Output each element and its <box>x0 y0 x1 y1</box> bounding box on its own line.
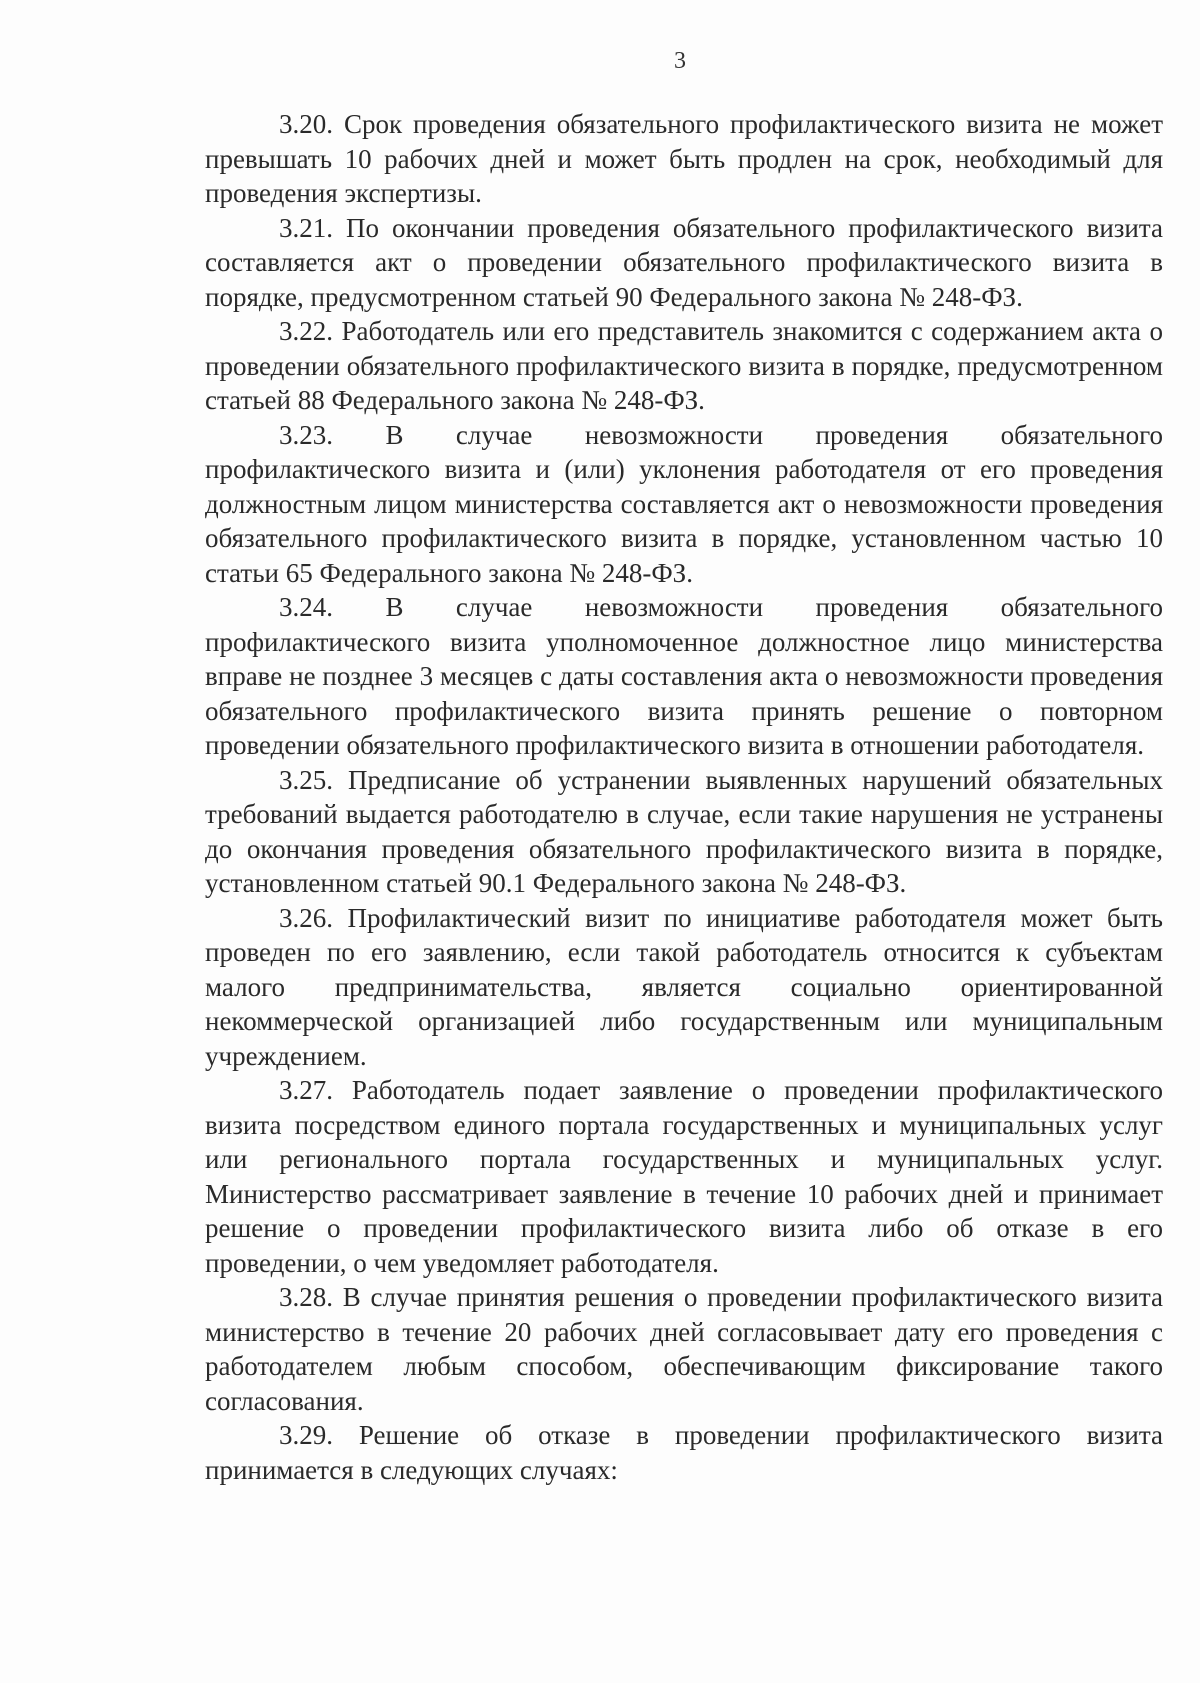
paragraph-3-29: 3.29. Решение об отказе в проведении профилактического визита принимается в следующих случаях: <box>205 1420 1163 1485</box>
paragraph-3-28: 3.28. В случае принятия решения о проведении профилактического визита министерство в течение 20 рабочих дней согласовывает дату его проведения с работодателем любым способом, обеспечивающим фиксирование такого согласования. <box>205 1282 1163 1416</box>
paragraph-3-22: 3.22. Работодатель или его представитель знакомится с содержанием акта о проведении обязательного профилактического визита в порядке, предусмотренном статьей 88 Федерального закона № 248-ФЗ. <box>205 316 1163 415</box>
paragraph-3-26: 3.26. Профилактический визит по инициативе работодателя может быть проведен по его заявлению, если такой работодатель относится к субъектам малого предпринимательства, является социально ориентированной некоммерческой организацией либо государственным или муниципальным учреждением. <box>205 902 1163 1071</box>
paragraph-3-21: 3.21. По окончании проведения обязательного профилактического визита составляется акт о проведении обязательного профилактического визита в порядке, предусмотренном статьей 90 Федерального закона № 248-ФЗ. <box>205 212 1163 312</box>
paragraph-3-24: 3.24. В случае невозможности проведения обязательного профилактического визита уполномоченное должностное лицо министерства вправе не позднее 3 месяцев с даты составления акта о невозможности проведения обязательного профилактического визита принять решение о повторном проведении обязательного профилактического визита в отношении работодателя. <box>205 592 1163 760</box>
document-body <box>205 107 1163 1487</box>
page-number: 3 <box>674 48 686 74</box>
paragraph-3-27: 3.27. Работодатель подает заявление о проведении профилактического визита посредством единого портала государственных и муниципальных услуг или регионального портала государственных и муниципальных услуг. Министерство рассматривает заявление в течение 10 рабочих дней и принимает решение о проведении профилактического визита либо об отказе в его проведении, о чем уведомляет работодателя. <box>205 1075 1163 1278</box>
paragraph-3-20: 3.20. Срок проведения обязательного профилактического визита не может превышать 10 рабочих дней и может быть продлен на срок, необходимый для проведения экспертизы. <box>205 109 1163 208</box>
paragraph-3-23: 3.23. В случае невозможности проведения обязательного профилактического визита и (или) уклонения работодателя от его проведения должностным лицом министерства составляется акт о невозможности проведения обязательного профилактического визита в порядке, установленном частью 10 статьи 65 Федерального закона № 248-ФЗ. <box>205 419 1163 588</box>
paragraph-3-25: 3.25. Предписание об устранении выявленных нарушений обязательных требований выдается работодателю в случае, если такие нарушения не устранены до окончания проведения обязательного профилактического визита в порядке, установленном статьей 90.1 Федерального закона № 248-ФЗ. <box>205 764 1163 898</box>
